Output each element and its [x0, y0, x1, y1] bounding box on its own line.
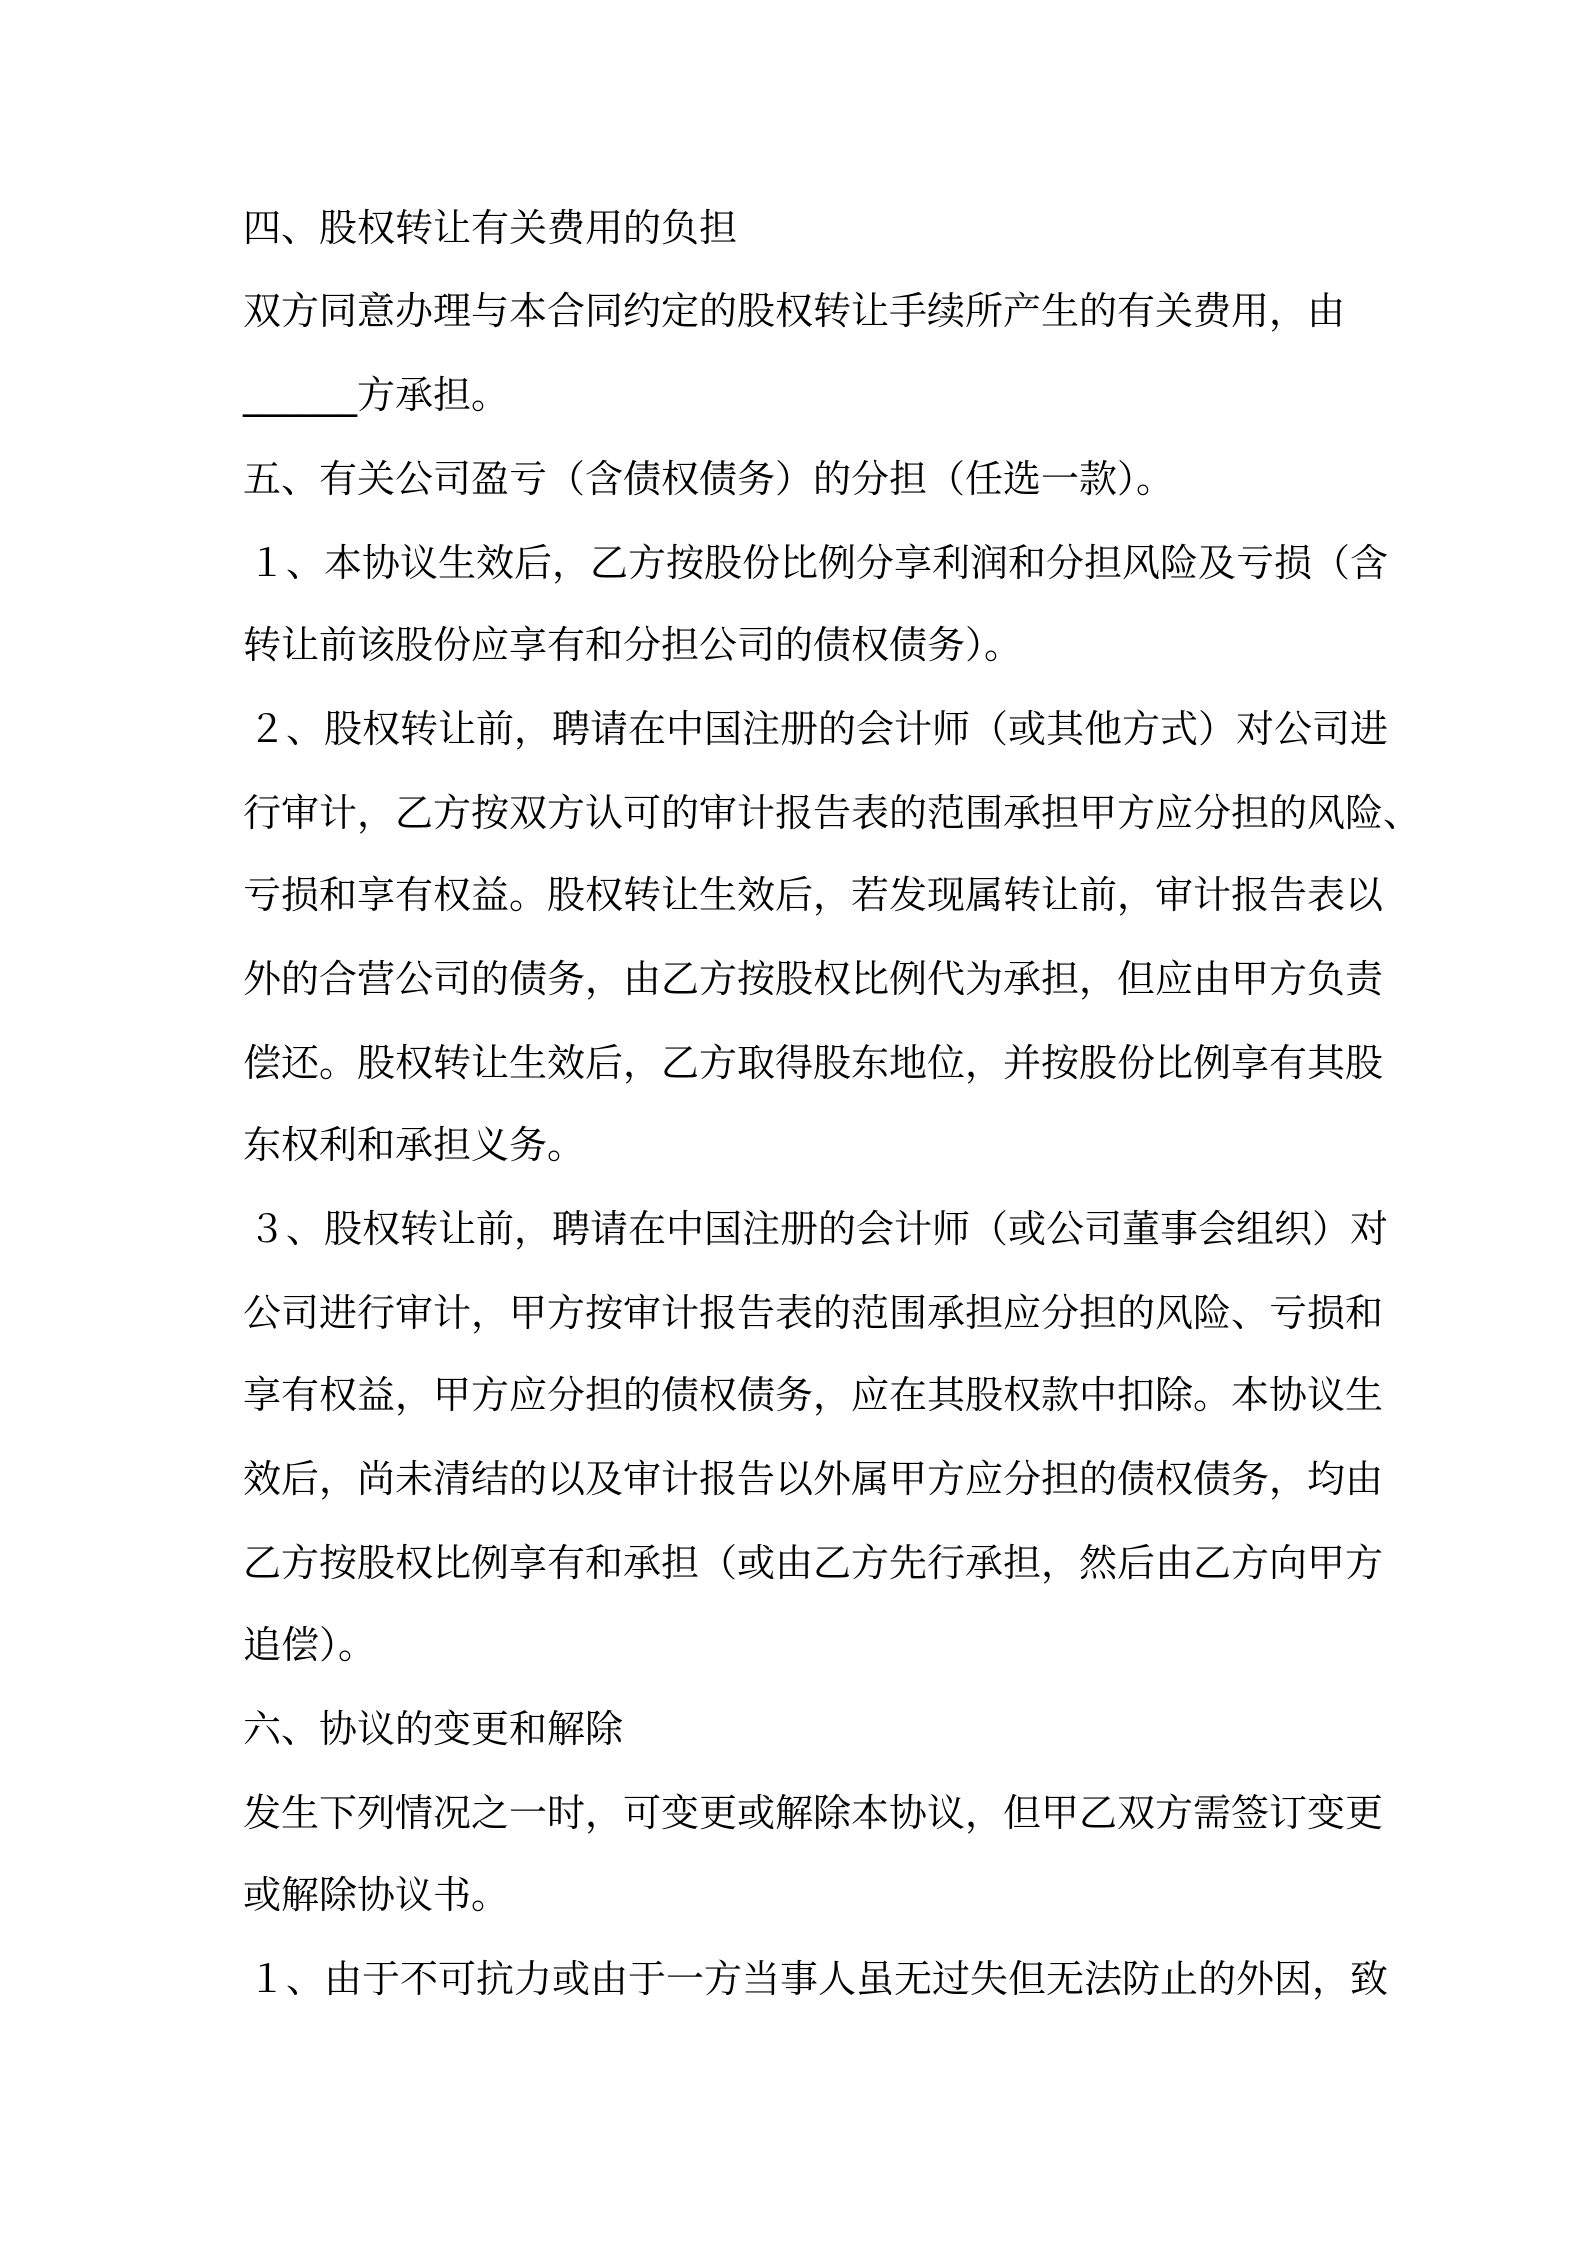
paragraph-line: 效后，尚未清结的以及审计报告以外属甲方应分担的债权债务，均由: [243, 1457, 1384, 1501]
clause-5-2: ２、股权转让前，聘请在中国注册的会计师（或其他方式）对公司进: [248, 707, 1389, 751]
paragraph-line: 外的合营公司的债务，由乙方按股权比例代为承担，但应由甲方负责: [243, 957, 1384, 1001]
paragraph-line: ______方承担。: [243, 373, 510, 417]
section-heading-6: 六、协议的变更和解除: [243, 1707, 624, 1751]
paragraph-line: 行审计，乙方按双方认可的审计报告表的范围承担甲方应分担的风险、: [243, 791, 1422, 835]
section-heading-5: 五、有关公司盈亏（含债权债务）的分担（任选一款）。: [243, 457, 1175, 501]
clause-5-1: １、本协议生效后，乙方按股份比例分享利润和分担风险及亏损（含: [248, 541, 1389, 585]
clause-6-1: １、由于不可抗力或由于一方当事人虽无过失但无法防止的外因，致: [248, 1957, 1389, 2001]
paragraph-line: 双方同意办理与本合同约定的股权转让手续所产生的有关费用，由: [243, 289, 1346, 333]
paragraph-line: 或解除协议书。: [243, 1873, 510, 1917]
section-heading-4: 四、股权转让有关费用的负担: [243, 206, 738, 250]
paragraph-line: 公司进行审计，甲方按审计报告表的范围承担应分担的风险、亏损和: [243, 1291, 1384, 1335]
paragraph-line: 转让前该股份应享有和分担公司的债权债务）。: [243, 623, 1023, 667]
paragraph-line: 亏损和享有权益。股权转让生效后，若发现属转让前，审计报告表以: [243, 873, 1384, 917]
paragraph-line: 追偿）。: [243, 1623, 377, 1667]
paragraph-line: 享有权益，甲方应分担的债权债务，应在其股权款中扣除。本协议生: [243, 1373, 1384, 1417]
paragraph-line: 乙方按股权比例享有和承担（或由乙方先行承担，然后由乙方向甲方: [243, 1541, 1384, 1585]
paragraph-line: 东权利和承担义务。: [243, 1123, 586, 1167]
paragraph-line: 偿还。股权转让生效后，乙方取得股东地位，并按股份比例享有其股: [243, 1041, 1384, 1085]
clause-5-3: ３、股权转让前，聘请在中国注册的会计师（或公司董事会组织）对: [248, 1207, 1389, 1251]
paragraph-line: 发生下列情况之一时，可变更或解除本协议，但甲乙双方需签订变更: [243, 1791, 1384, 1835]
